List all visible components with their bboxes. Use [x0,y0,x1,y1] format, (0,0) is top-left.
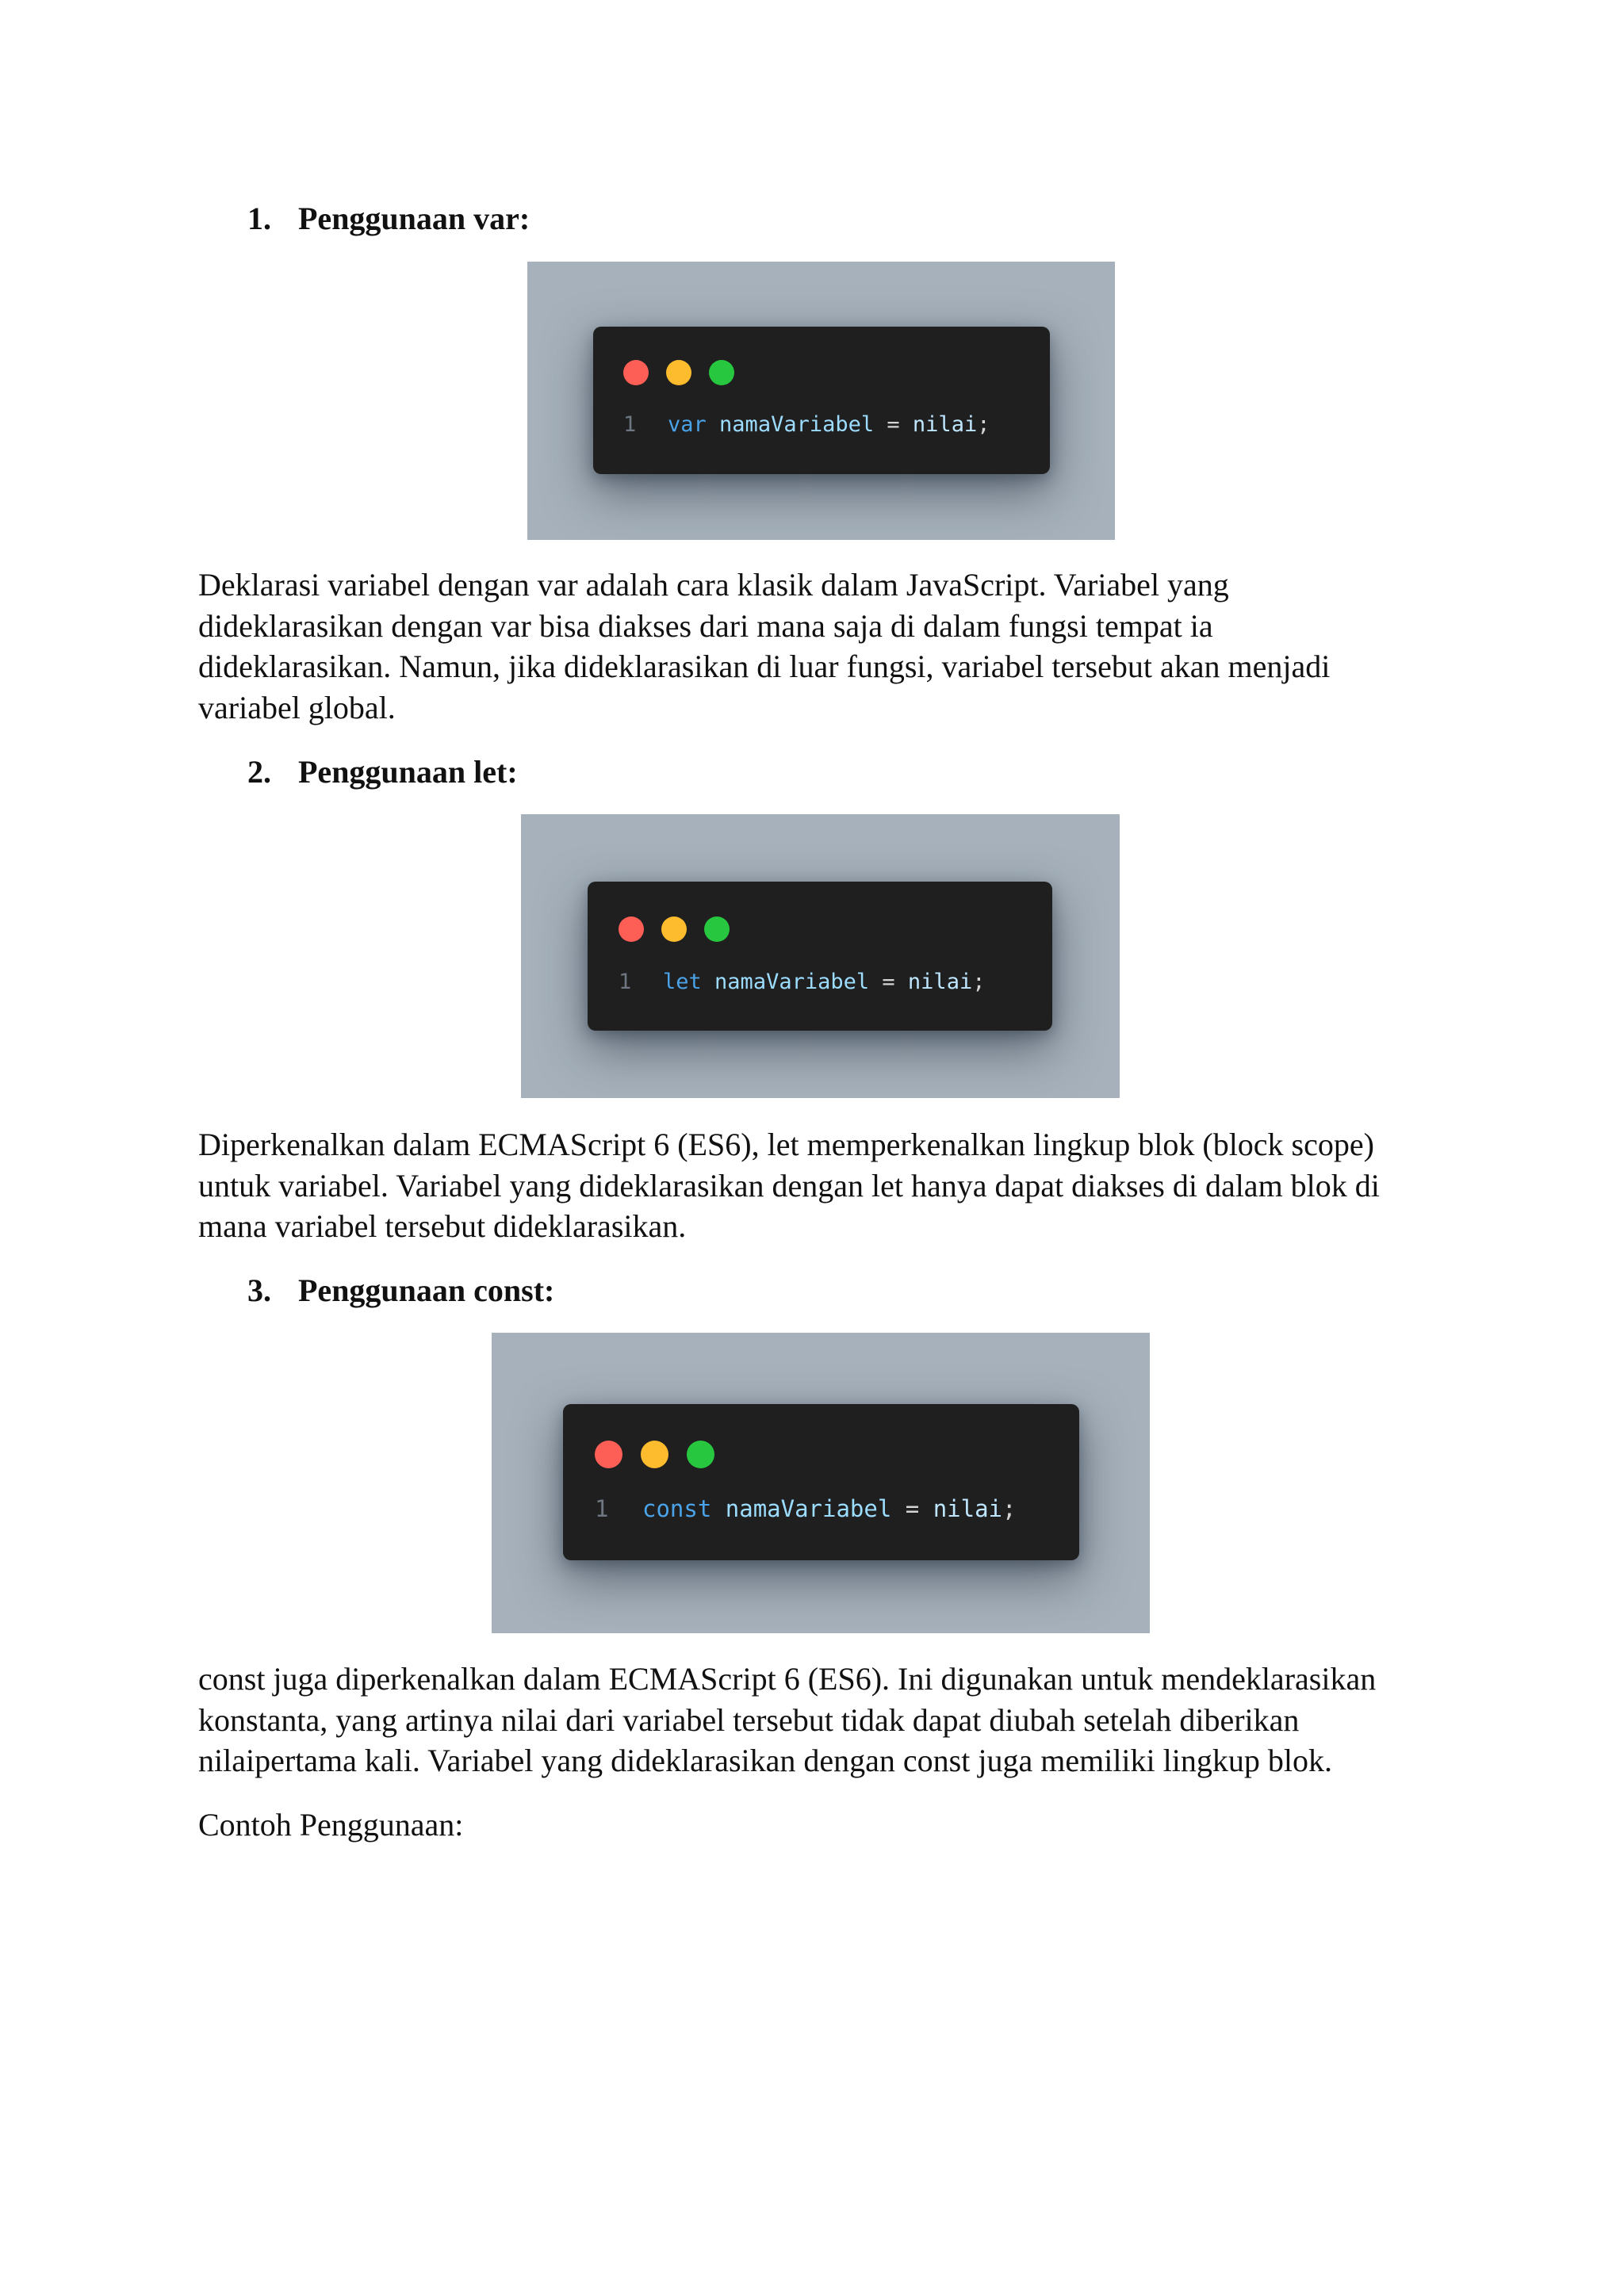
code-identifier: namaVariabel [714,970,870,994]
section-3-number: 3. [247,1272,271,1308]
minimize-dot-icon [641,1441,668,1468]
maximize-dot-icon [709,360,734,385]
minimize-dot-icon [666,360,691,385]
paragraph-line: variabel global. [198,689,396,725]
code-terminator: ; [1002,1495,1017,1522]
section-1-title: Penggunaan var: [298,201,530,236]
code-terminator: ; [977,412,990,437]
code-window [593,327,1050,474]
close-dot-icon [595,1441,622,1468]
paragraph-line: mana variabel tersebut dideklarasikan. [198,1208,687,1244]
section-3-paragraph [198,1659,1435,1781]
section-2-paragraph [198,1124,1435,1247]
section-2-number: 2. [247,754,271,790]
line-number: 1 [623,412,637,437]
code-keyword: const [642,1495,712,1522]
closing-line: Contoh Penggunaan: [198,1807,464,1843]
section-1-paragraph [198,564,1435,728]
code-screenshot-const [492,1333,1150,1633]
line-number: 1 [619,970,632,994]
paragraph-line: nilaipertama kali. Variabel yang dideklarasikan dengan const juga memiliki lingkup blok. [198,1743,1332,1778]
code-identifier: namaVariabel [719,412,875,437]
code-keyword: var [668,412,707,437]
section-3-heading [247,1272,554,1310]
code-window [588,882,1052,1031]
paragraph-line: Deklarasi variabel dengan var adalah cara klasik dalam JavaScript. Variabel yang [198,567,1229,603]
code-screenshot-var [527,262,1115,540]
paragraph-line: dideklarasikan. Namun, jika dideklarasikan di luar fungsi, variabel tersebut akan menjadi [198,649,1331,684]
code-value: nilai [912,412,978,437]
code-window [563,1404,1079,1560]
code-value: nilai [907,970,973,994]
paragraph-line: Diperkenalkan dalam ECMAScript 6 (ES6), let memperkenalkan lingkup blok (block scope) [198,1127,1374,1162]
code-line [623,411,990,438]
section-1-heading [247,200,530,238]
paragraph-line: konstanta, yang artinya nilai dari variabel tersebut tidak dapat diubah setelah diberikan [198,1701,1300,1738]
code-value: nilai [933,1495,1003,1522]
close-dot-icon [619,916,644,942]
minimize-dot-icon [661,916,687,942]
code-operator: = [887,412,900,437]
section-2-heading [247,753,518,791]
maximize-dot-icon [704,916,730,942]
code-line [595,1495,1016,1522]
maximize-dot-icon [687,1441,714,1468]
code-operator: = [882,970,895,994]
code-keyword: let [663,970,702,994]
code-identifier: namaVariabel [725,1495,892,1522]
section-3-title: Penggunaan const: [298,1272,555,1308]
section-1-number: 1. [247,201,271,236]
code-operator: = [905,1495,920,1522]
paragraph-line: dideklarasikan dengan var bisa diakses dari mana saja di dalam fungsi tempat ia [198,607,1213,644]
paragraph-line: const juga diperkenalkan dalam ECMAScript 6 (ES6). Ini digunakan untuk mendeklarasikan [198,1661,1377,1697]
code-screenshot-let [521,814,1120,1098]
section-2-title: Penggunaan let: [298,754,518,790]
line-number: 1 [595,1495,609,1522]
close-dot-icon [623,360,649,385]
code-terminator: ; [972,970,986,994]
code-line [619,969,985,996]
closing-text [198,1804,1435,1846]
paragraph-line: untuk variabel. Variabel yang dideklarasikan dengan let hanya dapat diakses di dalam blok di [198,1167,1380,1203]
